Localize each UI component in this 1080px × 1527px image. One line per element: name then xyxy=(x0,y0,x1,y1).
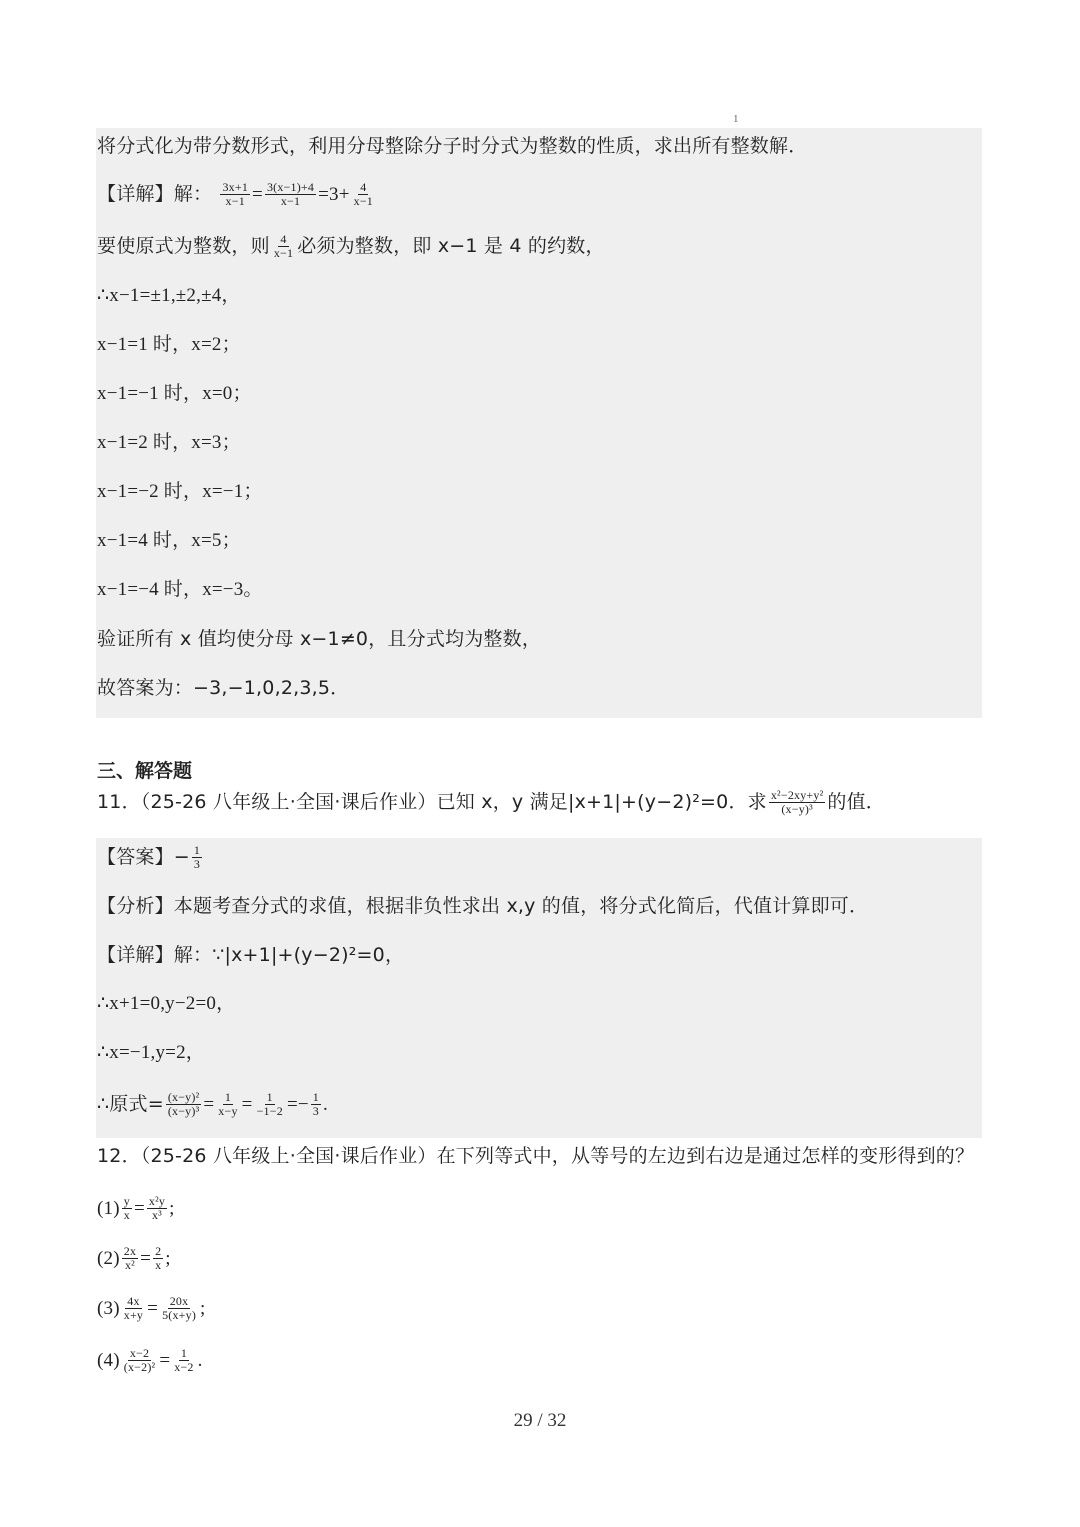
q11-answer: 【答案】− $\frac{1}{3}$ xyxy=(97,843,201,871)
section-title: 三、解答题 xyxy=(97,760,193,782)
condition-line: 要使原式为整数，则 $\frac{4}{x-1}$ 必须为整数，即 x−1 是 4 的约数， xyxy=(97,232,605,260)
detail-equation: 【详解】解： $\frac{3x+1}{x-1}$ = $\frac{3(x-1)+4}{x-1}$ =3+ $\frac{4}{x-1}$ xyxy=(97,180,373,208)
case-line: x−1=2 时，x=3； xyxy=(97,432,241,453)
q12-item: (2) $\frac{2x}{\text{x²}}$ = $\frac{2}{x}$ ; xyxy=(97,1244,171,1272)
fraction: $\frac{3(x-1)+4}{x-1}$ xyxy=(266,180,315,208)
fraction: $\frac{1}{-1-2}$ xyxy=(256,1090,283,1118)
fraction: $\frac{2}{x}$ xyxy=(155,1244,162,1272)
fraction: $\frac{1}{x-2}$ xyxy=(174,1346,194,1374)
page-number: 29 / 32 xyxy=(513,1410,567,1431)
fraction: $\frac{\text{x²y}}{\text{x³}}$ xyxy=(148,1194,166,1222)
fraction: $\frac{y}{x}$ xyxy=(123,1194,130,1222)
fraction: $\frac{20x}{5(x+y)}$ xyxy=(162,1294,197,1322)
fraction: $\frac{1}{x-y}$ xyxy=(218,1090,238,1118)
q11-detail: 【详解】解：∵|x+1|+(y−2)²=0， xyxy=(97,944,405,966)
question-12-stem: 12．（25-26 八年级上·全国·课后作业）在下列等式中，从等号的左边到右边是通过怎样的变形得到的？ xyxy=(97,1145,975,1167)
analysis-text: 将分式化为带分数形式，利用分母整除分子时分式为整数的性质，求出所有整数解． xyxy=(97,135,808,157)
fraction: $\frac{4}{x-1}$ xyxy=(353,180,373,208)
fraction: $\frac{x-2}{\text{(x−2)²}}$ xyxy=(123,1346,156,1374)
q11-step: ∴x+1=0,y−2=0， xyxy=(97,993,236,1014)
case-line: x−1=−1 时，x=0； xyxy=(97,383,252,404)
fraction: $\frac{1}{3}$ xyxy=(193,843,201,871)
answer-line: 故答案为：−3,−1,0,2,3,5． xyxy=(97,677,350,699)
fraction: $\frac{4x}{x+y}$ xyxy=(123,1294,144,1322)
q11-step: ∴x=−1,y=2， xyxy=(97,1042,205,1063)
q12-item: (4) $\frac{x-2}{\text{(x−2)²}}$ = $\frac{1}{x-2}$ . xyxy=(97,1346,203,1374)
q11-analysis: 【分析】本题考查分式的求值，根据非负性求出 x,y 的值，将分式化简后，代值计算即可． xyxy=(97,895,869,917)
fraction: $\frac{\text{x²−2xy+y²}}{\text{(x−y)³}}$ xyxy=(770,788,824,816)
fraction: $\frac{3x+1}{x-1}$ xyxy=(222,180,249,208)
fraction: $\frac{1}{3}$ xyxy=(312,1090,319,1118)
fraction: $\frac{\text{(x−y)²}}{\text{(x−y)³}}$ xyxy=(167,1090,200,1118)
detail-label: 【详解】解： xyxy=(97,183,213,205)
q12-item: (3) $\frac{4x}{x+y}$ = $\frac{20x}{5(x+y)}$ ; xyxy=(97,1294,206,1322)
verify-line: 验证所有 x 值均使分母 x−1≠0，且分式均为整数， xyxy=(97,628,542,650)
case-line: x−1=4 时，x=5； xyxy=(97,530,241,551)
case-line: x−1=−4 时，x=−3。 xyxy=(97,579,263,600)
question-11-stem: 11．（25-26 八年级上·全国·课后作业）已知 x，y 满足|x+1|+(y−2)²=0．求 $\frac{\text{x²−2xy+y²}}{\text{(x−y)³}}$ 的值． xyxy=(97,788,885,816)
top-mark: 1 xyxy=(733,113,739,125)
case-line: x−1=−2 时，x=−1； xyxy=(97,481,263,502)
case-line: x−1=1 时，x=2； xyxy=(97,334,241,355)
therefore-line: ∴x−1=±1,±2,±4， xyxy=(97,285,241,306)
fraction: $\frac{4}{x-1}$ xyxy=(273,232,294,260)
q11-final: ∴原式= $\frac{\text{(x−y)²}}{\text{(x−y)³}}$ = $\frac{1}{x-y}$ = $\frac{1}{-1-2}$ =− $\frac{1}{3}$ . xyxy=(97,1090,328,1118)
fraction: $\frac{2x}{\text{x²}}$ xyxy=(123,1244,137,1272)
q12-item: (1) $\frac{y}{x}$ = $\frac{\text{x²y}}{\text{x³}}$ ; xyxy=(97,1194,175,1222)
